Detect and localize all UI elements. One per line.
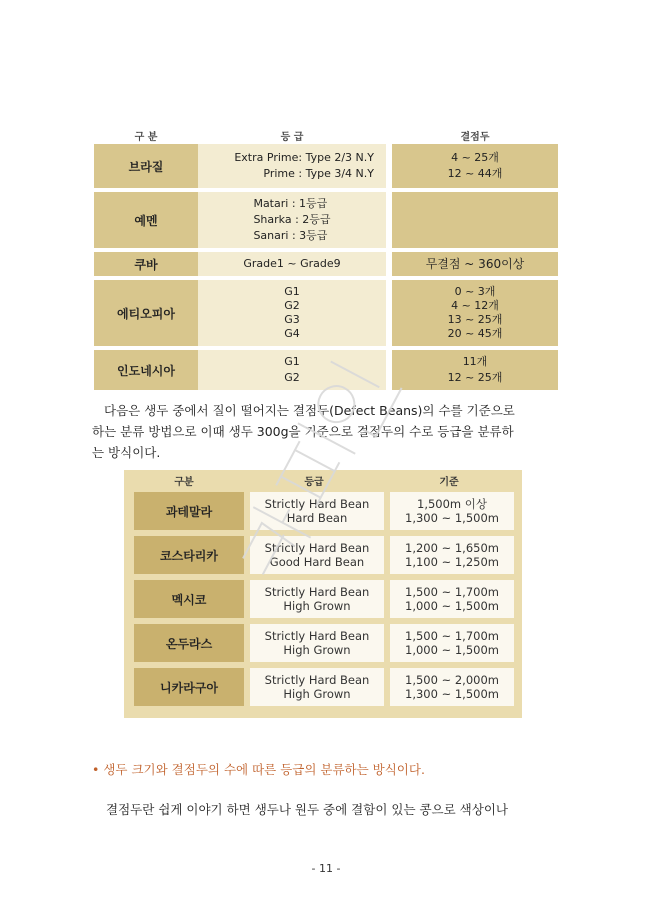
- standard-line: 1,000 ~ 1,500m: [405, 643, 499, 657]
- paragraph-line: 는 방식이다.: [92, 445, 161, 460]
- defect-line: 12 ~ 25개: [447, 371, 503, 384]
- grade-line: G2: [284, 371, 300, 384]
- grade-line: G2: [284, 299, 300, 312]
- table1-row: [94, 280, 558, 346]
- table2-category: 멕시코: [134, 580, 244, 618]
- grade-line: Extra Prime: Type 2/3 N.Y: [234, 151, 374, 164]
- table1-category: 인도네시아: [94, 350, 198, 390]
- table1-header-category: 구 분: [134, 131, 158, 143]
- standard-line: 1,300 ~ 1,500m: [405, 511, 499, 525]
- grade-line: Strictly Hard Bean: [264, 497, 370, 511]
- table2-grades: [250, 624, 384, 662]
- table2-row: [134, 536, 514, 574]
- table1-defects: [392, 144, 558, 188]
- table1-grades: [198, 350, 386, 390]
- table2-standards: [390, 536, 514, 574]
- grade-line: Sanari : 3등급: [253, 229, 328, 242]
- grade-line: Good Hard Bean: [269, 555, 365, 569]
- standard-line: 1,200 ~ 1,650m: [405, 541, 499, 555]
- defect-line: 4 ~ 12개: [451, 299, 499, 312]
- table1-category: 쿠바: [94, 252, 198, 276]
- table1-defects: [392, 280, 558, 346]
- paragraph-line: 다음은 생두 중에서 질이 떨어지는 결점두(Defect Beans)의 수를 기준으로: [104, 403, 515, 418]
- table1-row: [94, 252, 558, 276]
- table2-row: [134, 624, 514, 662]
- table1-category: 예멘: [94, 192, 198, 248]
- grade-line: Strictly Hard Bean: [264, 585, 370, 599]
- standard-line: 1,100 ~ 1,250m: [405, 555, 499, 569]
- defect-line: 12 ~ 44개: [447, 167, 503, 180]
- table2-standards: [390, 492, 514, 530]
- table1-row: [94, 144, 558, 188]
- section-bullet: • 생두 크기와 결점두의 수에 따른 등급의 분류하는 방식이다.: [92, 762, 425, 777]
- table1-row: [94, 350, 558, 390]
- standard-line: 1,300 ~ 1,500m: [405, 687, 499, 701]
- standard-line: 1,500m 이상: [417, 497, 487, 511]
- defect-line: 13 ~ 25개: [447, 313, 503, 326]
- grade-line: Grade1 ~ Grade9: [243, 257, 341, 270]
- grade-line: Matari : 1등급: [253, 197, 328, 210]
- grade-line: G3: [284, 313, 300, 326]
- table1-defects-empty: [392, 192, 558, 248]
- defect-line: 11개: [462, 355, 488, 368]
- grade-line: Strictly Hard Bean: [264, 541, 370, 555]
- defect-line: 4 ~ 25개: [451, 151, 499, 164]
- defect-line: 무결점 ~ 360이상: [425, 257, 525, 271]
- table1-defects: [392, 350, 558, 390]
- page-number: - 11 -: [311, 862, 341, 875]
- table2-standards: [390, 624, 514, 662]
- grade-line: High Grown: [283, 687, 351, 701]
- table2-row: [134, 668, 514, 706]
- table1-grades: [198, 280, 386, 346]
- grade-line: G4: [284, 327, 300, 340]
- standard-line: 1,500 ~ 2,000m: [405, 673, 499, 687]
- table1-category: 브라질: [94, 144, 198, 188]
- table1-header: [94, 126, 558, 144]
- grade-table-defects: [94, 126, 558, 394]
- table2-category: 온두라스: [134, 624, 244, 662]
- table2-row: [134, 580, 514, 618]
- grade-line: Prime : Type 3/4 N.Y: [263, 167, 374, 180]
- grade-line: G1: [284, 355, 300, 368]
- table2-header-category: 구분: [174, 476, 194, 488]
- grade-line: High Grown: [283, 599, 351, 613]
- body-paragraph: [92, 400, 562, 463]
- grade-table-altitude: [124, 470, 522, 718]
- table2-grades: [250, 492, 384, 530]
- table2-category: 코스타리카: [134, 536, 244, 574]
- table2-row: [134, 492, 514, 530]
- table2-header: [124, 470, 522, 490]
- table2-category: 니카라구아: [134, 668, 244, 706]
- grade-line: Sharka : 2등급: [253, 213, 331, 226]
- table2-grades: [250, 580, 384, 618]
- table1-grades: [198, 252, 386, 276]
- table2-grades: [250, 536, 384, 574]
- table1-row: [94, 192, 558, 248]
- table1-header-defects: 결점두: [460, 131, 490, 143]
- table1-grades: [198, 144, 386, 188]
- table2-standards: [390, 580, 514, 618]
- table2-header-grade: 등급: [304, 476, 324, 488]
- table2-standards: [390, 668, 514, 706]
- standard-line: 1,500 ~ 1,700m: [405, 629, 499, 643]
- table2-category: 과테말라: [134, 492, 244, 530]
- grade-line: High Grown: [283, 643, 351, 657]
- table2-grades: [250, 668, 384, 706]
- standard-line: 1,000 ~ 1,500m: [405, 599, 499, 613]
- standard-line: 1,500 ~ 1,700m: [405, 585, 499, 599]
- table1-grades: [198, 192, 386, 248]
- grade-line: Strictly Hard Bean: [264, 673, 370, 687]
- defect-line: 0 ~ 3개: [454, 285, 496, 298]
- defect-line: 20 ~ 45개: [447, 327, 503, 340]
- grade-line: Hard Bean: [286, 511, 348, 525]
- table1-category: 에티오피아: [94, 280, 198, 346]
- paragraph-line: 하는 분류 방법으로 이때 생두 300g을 기준으로 결점두의 수로 등급을 분류하: [92, 424, 514, 439]
- table1-defects: [392, 252, 558, 276]
- grade-line: G1: [284, 285, 300, 298]
- body-paragraph-2: 결점두란 쉽게 이야기 하면 생두나 원두 중에 결함이 있는 콩으로 색상이나: [106, 802, 508, 817]
- grade-line: Strictly Hard Bean: [264, 629, 370, 643]
- table2-header-standard: 기준: [439, 476, 459, 488]
- table1-header-grade: 등 급: [280, 131, 304, 143]
